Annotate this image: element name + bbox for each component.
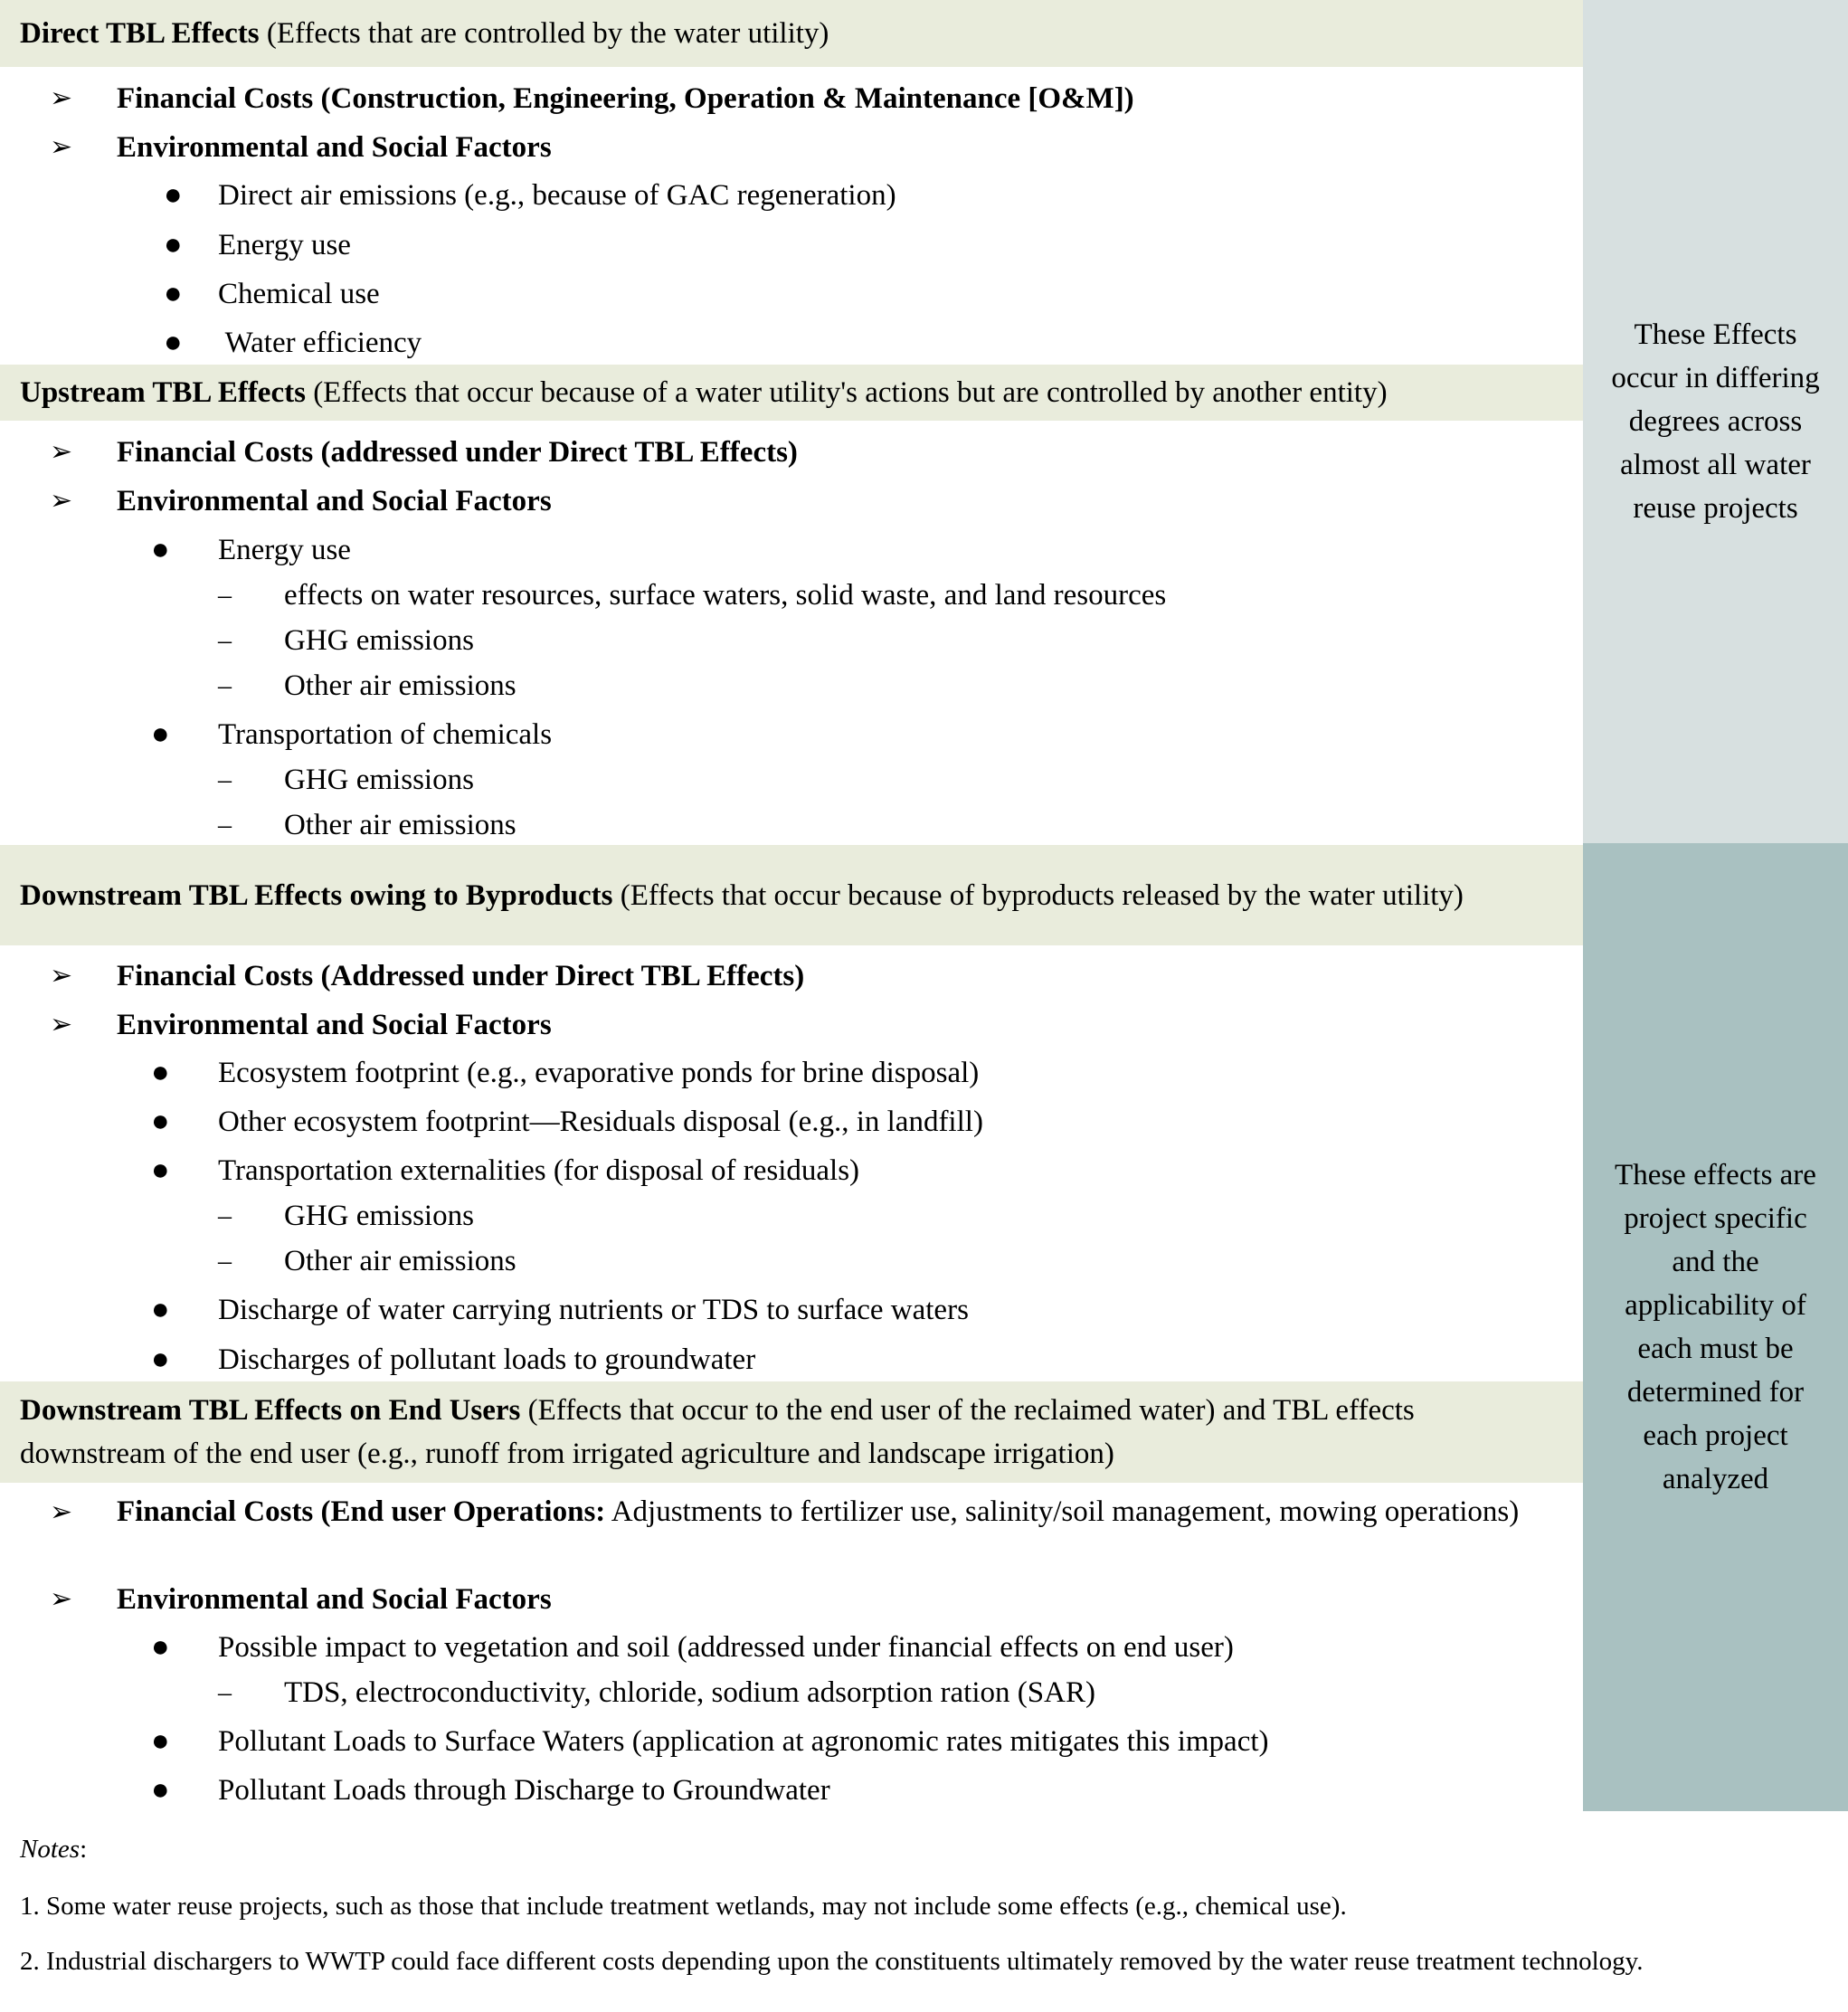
arrow-bullet-icon: ➢	[50, 1010, 73, 1039]
arrow-bullet-icon: ➢	[50, 1584, 73, 1614]
section-title: Downstream TBL Effects on End Users	[20, 1394, 521, 1427]
dash-icon: –	[218, 1246, 232, 1276]
list-item: Pollutant Loads to Surface Waters (application at agronomic rates mitigates this impact)	[218, 1725, 1269, 1758]
bullet-icon: ●	[164, 228, 183, 261]
sub-list-item: effects on water resources, surface waters, solid waste, and land resources	[284, 579, 1167, 612]
note-item: 2. Industrial dischargers to WWTP could face different costs depending upon the constituents ultimately removed by the water reuse treatment technology.	[20, 1947, 1644, 1976]
arrow-bullet-icon: ➢	[50, 437, 73, 467]
bullet-icon: ●	[164, 178, 183, 212]
side-note-top-text: These Effects occur in differing degrees across almost all water reuse projects	[1611, 318, 1820, 525]
list-item: Transportation externalities (for disposal of residuals)	[218, 1154, 860, 1187]
env-social-item: Environmental and Social Factors	[117, 1583, 552, 1616]
section-header-direct	[0, 0, 1583, 67]
section-header-upstream	[0, 365, 1583, 421]
bullet-icon: ●	[151, 1724, 170, 1758]
dash-icon: –	[218, 670, 232, 700]
section-header-downstream-end-users	[0, 1381, 1583, 1483]
financial-costs-label: Financial Costs (End user Operations:	[117, 1495, 606, 1528]
list-item: Energy use	[218, 534, 351, 566]
side-note-project-specific	[1583, 843, 1848, 1811]
note-item: 1. Some water reuse projects, such as those that include treatment wetlands, may not include some effects (e.g., chemical use).	[20, 1892, 1347, 1921]
dash-icon: –	[218, 1677, 232, 1707]
arrow-bullet-icon: ➢	[50, 961, 73, 991]
section-title: Direct TBL Effects	[20, 17, 260, 50]
notes-colon: :	[80, 1835, 88, 1864]
sub-list-item: TDS, electroconductivity, chloride, sodium adsorption ration (SAR)	[284, 1676, 1095, 1709]
bullet-icon: ●	[164, 277, 183, 310]
arrow-bullet-icon: ➢	[50, 1497, 73, 1527]
sub-list-item: Other air emissions	[284, 1245, 516, 1277]
list-item: Direct air emissions (e.g., because of GAC regeneration)	[218, 179, 896, 212]
section-title: Upstream TBL Effects	[20, 376, 306, 409]
dash-icon: –	[218, 625, 232, 655]
side-note-bottom-text: These effects are project specific and the applicability of each must be determined for each project analyzed	[1615, 1159, 1816, 1495]
section-title: Downstream TBL Effects owing to Byproducts	[20, 878, 613, 912]
bullet-icon: ●	[151, 1153, 170, 1187]
list-item: Discharge of water carrying nutrients or TDS to surface waters	[218, 1294, 969, 1326]
list-item: Discharges of pollutant loads to groundwater	[218, 1343, 756, 1376]
sub-list-item: Other air emissions	[284, 809, 516, 841]
arrow-bullet-icon: ➢	[50, 486, 73, 516]
financial-costs-detail: Adjustments to fertilizer use, salinity/soil management, mowing operations)	[605, 1495, 1520, 1528]
list-item: Ecosystem footprint (e.g., evaporative ponds for brine disposal)	[218, 1057, 980, 1089]
dash-icon: –	[218, 580, 232, 610]
bullet-icon: ●	[164, 326, 183, 359]
section-description: (Effects that occur because of byproducts released by the water utility)	[612, 878, 1464, 912]
side-note-common-effects	[1583, 0, 1848, 843]
financial-costs-item: Financial Costs (addressed under Direct TBL Effects)	[117, 436, 798, 469]
section-description: (Effects that occur to the end user of the reclaimed water) and TBL effects downstream of the end user (e.g., runoff from irrigated agriculture and landscape irrigation)	[20, 1394, 1415, 1470]
list-item: Transportation of chemicals	[218, 718, 553, 751]
dash-icon: –	[218, 764, 232, 794]
list-item: Water efficiency	[218, 327, 422, 359]
sub-list-item: GHG emissions	[284, 1200, 474, 1232]
bullet-icon: ●	[151, 1630, 170, 1664]
env-social-item: Environmental and Social Factors	[117, 485, 552, 517]
bullet-icon: ●	[151, 1773, 170, 1807]
financial-costs-item: Financial Costs (Addressed under Direct TBL Effects)	[117, 960, 805, 992]
notes-label: Notes	[20, 1835, 81, 1864]
bullet-icon: ●	[151, 1293, 170, 1326]
section-header-downstream-byproducts	[0, 845, 1583, 945]
env-social-item: Environmental and Social Factors	[117, 131, 552, 164]
sub-list-item: Other air emissions	[284, 669, 516, 702]
bullet-icon: ●	[151, 533, 170, 566]
bullet-icon: ●	[151, 717, 170, 751]
financial-costs-item	[117, 1493, 1564, 1531]
notes-heading	[20, 1833, 1684, 1865]
sub-list-item: GHG emissions	[284, 624, 474, 657]
list-item: Pollutant Loads through Discharge to Groundwater	[218, 1774, 830, 1807]
section-description: (Effects that occur because of a water utility's actions but are controlled by another entity)	[305, 376, 1388, 409]
arrow-bullet-icon: ➢	[50, 132, 73, 162]
bullet-icon: ●	[151, 1056, 170, 1089]
bullet-icon: ●	[151, 1105, 170, 1138]
sub-list-item: GHG emissions	[284, 764, 474, 796]
arrow-bullet-icon: ➢	[50, 83, 73, 113]
dash-icon: –	[218, 810, 232, 840]
list-item: Energy use	[218, 229, 351, 261]
list-item: Other ecosystem footprint—Residuals disposal (e.g., in landfill)	[218, 1106, 983, 1138]
env-social-item: Environmental and Social Factors	[117, 1009, 552, 1041]
list-item: Chemical use	[218, 278, 380, 310]
section-description: (Effects that are controlled by the water utility)	[259, 17, 829, 50]
financial-costs-item: Financial Costs (Construction, Engineering, Operation & Maintenance [O&M])	[117, 82, 1134, 115]
dash-icon: –	[218, 1201, 232, 1230]
list-item: Possible impact to vegetation and soil (addressed under financial effects on end user)	[218, 1631, 1234, 1664]
bullet-icon: ●	[151, 1343, 170, 1376]
